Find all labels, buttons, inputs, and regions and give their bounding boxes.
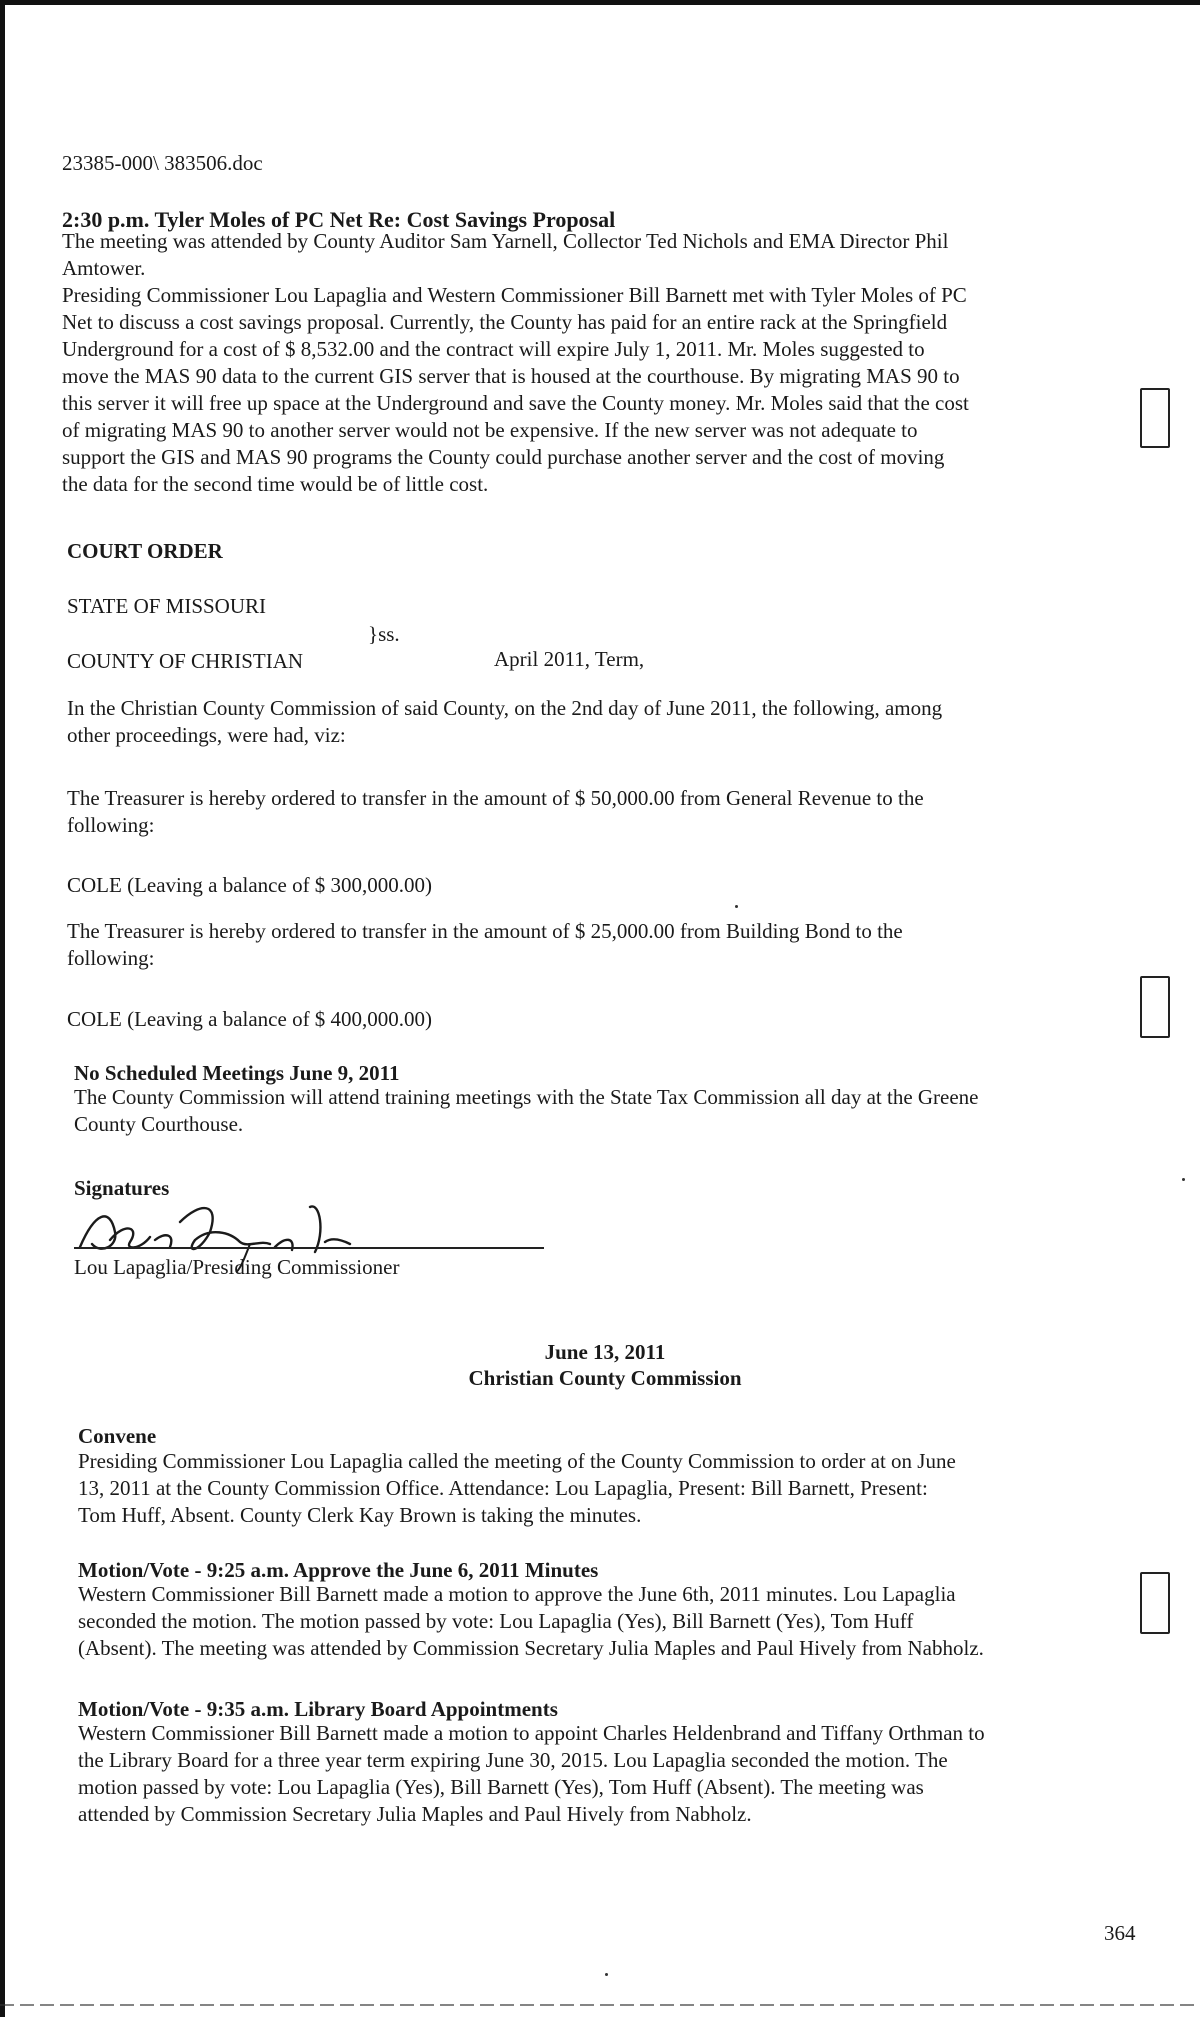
state-label: STATE OF MISSOURI xyxy=(67,594,267,618)
county-label: COUNTY OF CHRISTIAN xyxy=(67,649,304,673)
convene-heading: Convene xyxy=(78,1424,157,1448)
meeting-date: June 13, 2011 xyxy=(544,1340,666,1364)
meeting-body: Christian County Commission xyxy=(468,1366,742,1390)
transfer-order-1 xyxy=(67,785,1122,839)
text-line: Tom Huff, Absent. County Clerk Kay Brown is taking the minutes. xyxy=(78,1503,642,1527)
margin-bracket xyxy=(1140,1572,1170,1634)
text-line: County Courthouse. xyxy=(74,1112,244,1136)
section-heading-cost-savings: 2:30 p.m. Tyler Moles of PC Net Re: Cost Savings Proposal xyxy=(62,207,616,232)
text-line: the data for the second time would be of little cost. xyxy=(62,472,489,496)
text-line: The County Commission will attend training meetings with the State Tax Commission all day at the Greene xyxy=(74,1085,979,1109)
court-order-heading: COURT ORDER xyxy=(67,539,223,563)
text-line: 13, 2011 at the County Commission Office. Attendance: Lou Lapaglia, Present: Bill Barnett, Present: xyxy=(78,1476,928,1500)
page-number: 364 xyxy=(1104,1921,1136,1945)
text-line: following: xyxy=(67,813,155,837)
text-line: seconded the motion. The motion passed by vote: Lou Lapaglia (Yes), Bill Barnett (Yes), Tom Huff xyxy=(78,1609,914,1633)
text-line: Presiding Commissioner Lou Lapaglia called the meeting of the County Commission to order at on June xyxy=(78,1449,956,1473)
text-line: move the MAS 90 data to the current GIS server that is housed at the courthouse. By migrating MAS 90 to xyxy=(62,364,960,388)
text-line: attended by Commission Secretary Julia Maples and Paul Hively from Nabholz. xyxy=(78,1802,752,1826)
text-line: motion passed by vote: Lou Lapaglia (Yes), Bill Barnett (Yes), Tom Huff (Absent). The meeting was xyxy=(78,1775,924,1799)
text-line: other proceedings, were had, viz: xyxy=(67,723,346,747)
text-line: Presiding Commissioner Lou Lapaglia and Western Commissioner Bill Barnett met with Tyler Moles of PC xyxy=(62,283,967,307)
text-line: Net to discuss a cost savings proposal. Currently, the County has paid for an entire rack at the Springfield xyxy=(62,310,948,334)
motion-heading-library: Motion/Vote - 9:35 a.m. Library Board Appointments xyxy=(78,1697,558,1721)
scan-edge-bottom xyxy=(0,2004,1200,2006)
scan-edge-top xyxy=(0,0,1200,5)
motion-body-minutes xyxy=(78,1581,1133,1662)
margin-bracket xyxy=(1140,976,1170,1038)
no-meetings-body xyxy=(74,1084,1129,1138)
doc-reference: 23385-000\ 383506.doc xyxy=(62,151,263,175)
ss-bracket: }ss. xyxy=(368,622,400,646)
text-line: The meeting was attended by County Auditor Sam Yarnell, Collector Ted Nichols and EMA Director Phil xyxy=(62,229,949,253)
text-line: of migrating MAS 90 to another server would not be expensive. If the new server was not adequate to xyxy=(62,418,918,442)
motion-heading-minutes: Motion/Vote - 9:25 a.m. Approve the June 6, 2011 Minutes xyxy=(78,1558,599,1582)
signature-caption: Lou Lapaglia/Presiding Commissioner xyxy=(74,1255,400,1279)
text-line: Western Commissioner Bill Barnett made a motion to approve the June 6th, 2011 minutes. Lou Lapaglia xyxy=(78,1582,956,1606)
text-line: In the Christian County Commission of said County, on the 2nd day of June 2011, the following, among xyxy=(67,696,943,720)
scan-edge-left xyxy=(0,0,5,2017)
text-line: the Library Board for a three year term expiring June 30, 2015. Lou Lapaglia seconded the motion. The xyxy=(78,1748,948,1772)
signature-line xyxy=(74,1247,544,1249)
text-line: this server it will free up space at the Underground and save the County money. Mr. Moles said that the cost xyxy=(62,391,969,415)
term-label: April 2011, Term, xyxy=(494,647,645,671)
text-line: Western Commissioner Bill Barnett made a motion to appoint Charles Heldenbrand and Tiffany Orthman to xyxy=(78,1721,985,1745)
signatures-heading: Signatures xyxy=(74,1176,170,1200)
text-line: following: xyxy=(67,946,155,970)
section-body-cost-savings xyxy=(62,228,1117,498)
text-line: Amtower. xyxy=(62,256,146,280)
cole-balance-1: COLE (Leaving a balance of $ 300,000.00) xyxy=(67,873,433,897)
court-order-intro xyxy=(67,695,1122,749)
margin-bracket xyxy=(1140,388,1170,448)
cole-balance-2: COLE (Leaving a balance of $ 400,000.00) xyxy=(67,1007,433,1031)
no-meetings-heading: No Scheduled Meetings June 9, 2011 xyxy=(74,1061,400,1085)
scan-speck xyxy=(735,905,738,908)
convene-body xyxy=(78,1448,1133,1529)
text-line: The Treasurer is hereby ordered to transfer in the amount of $ 25,000.00 from Building Bond to the xyxy=(67,919,903,943)
text-line: The Treasurer is hereby ordered to transfer in the amount of $ 50,000.00 from General Revenue to the xyxy=(67,786,924,810)
text-line: Underground for a cost of $ 8,532.00 and the contract will expire July 1, 2011. Mr. Moles suggested to xyxy=(62,337,925,361)
scan-speck xyxy=(605,1973,608,1976)
transfer-order-2 xyxy=(67,918,1122,972)
motion-body-library xyxy=(78,1720,1133,1828)
text-line: support the GIS and MAS 90 programs the County could purchase another server and the cost of moving xyxy=(62,445,945,469)
scan-speck xyxy=(1182,1178,1185,1181)
text-line: (Absent). The meeting was attended by Commission Secretary Julia Maples and Paul Hively from Nabholz. xyxy=(78,1636,984,1660)
